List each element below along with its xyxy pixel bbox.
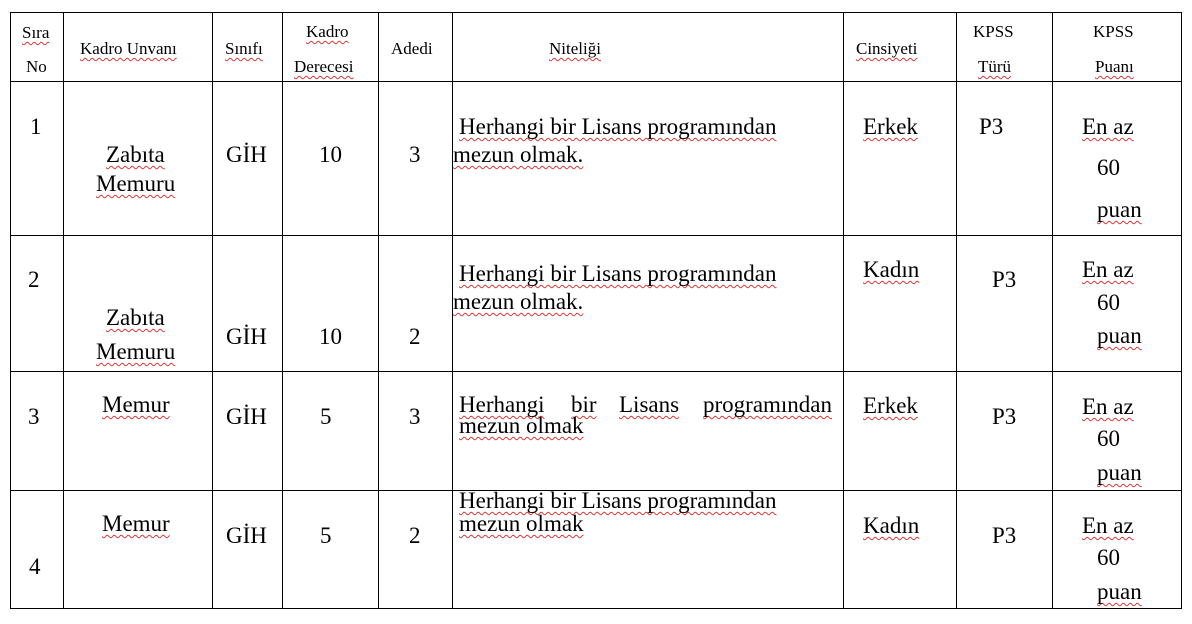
kpss-puani-line-2: 60: [1097, 426, 1120, 451]
table-border-top: [10, 12, 1182, 13]
adedi-value: 2: [409, 324, 421, 349]
kpss-puani-line-3: puan: [1097, 460, 1142, 485]
row-number: 3: [28, 404, 40, 429]
header-no: No: [26, 57, 47, 76]
niteligi-line-2: mezun olmak: [459, 511, 584, 536]
row-divider: [10, 235, 1182, 236]
kpss-turu-value: P3: [992, 404, 1017, 429]
column-divider: [63, 12, 64, 609]
kadro-unvani: Zabıta: [106, 305, 165, 330]
kadro-derecesi-value: 5: [320, 523, 332, 548]
kpss-puani-line-1: En az: [1082, 257, 1134, 282]
niteligi-word: Lisans: [619, 392, 680, 417]
header-puani: Puanı: [1095, 57, 1134, 76]
kpss-turu-value: P3: [979, 114, 1004, 139]
niteligi-line-2: mezun olmak.: [453, 289, 584, 314]
column-divider: [843, 12, 844, 609]
header-sira: Sıra: [22, 23, 50, 42]
kpss-puani-line-3: puan: [1097, 579, 1142, 604]
sinifi-value: GİH: [226, 324, 267, 349]
header-kadro: Kadro: [306, 22, 349, 41]
kpss-turu-value: P3: [992, 267, 1017, 292]
adedi-value: 2: [409, 523, 421, 548]
header-sinifi: Sınıfı: [225, 39, 263, 58]
kpss-puani-line-2: 60: [1097, 155, 1120, 180]
cinsiyeti-value: Kadın: [863, 513, 920, 538]
row-divider: [10, 371, 1182, 372]
header-kpss: KPSS: [1093, 22, 1134, 41]
header-niteligi: Niteliği: [549, 39, 601, 58]
cinsiyeti-value: Erkek: [863, 393, 918, 418]
kpss-puani-line-1: En az: [1082, 513, 1134, 538]
niteligi-word: programından: [703, 392, 833, 417]
column-divider: [378, 12, 379, 609]
table-border-right: [1181, 12, 1182, 609]
column-divider: [956, 12, 957, 609]
header-adedi: Adedi: [391, 39, 433, 58]
kpss-puani-line-1: En az: [1082, 394, 1134, 419]
niteligi-line-1: Herhangi bir Lisans programından: [459, 114, 777, 139]
kadro-derecesi-value: 10: [319, 142, 342, 167]
kpss-puani-line-1: En az: [1082, 114, 1134, 139]
header-kadro-unvani: Kadro Unvanı: [80, 39, 177, 58]
header-cinsiyeti: Cinsiyeti: [856, 39, 918, 58]
column-divider: [1052, 12, 1053, 609]
kadro-unvani: Memuru: [96, 339, 176, 364]
kpss-puani-line-3: puan: [1097, 323, 1142, 348]
header-row-divider: [10, 81, 1182, 82]
header-turu: Türü: [978, 57, 1012, 76]
kadro-unvani: Memur: [102, 392, 170, 417]
row-number: 2: [28, 267, 40, 292]
adedi-value: 3: [409, 404, 421, 429]
row-number: 4: [29, 554, 41, 579]
kadro-derecesi-value: 5: [320, 404, 332, 429]
niteligi-word: bir: [571, 392, 597, 417]
sinifi-value: GİH: [226, 404, 267, 429]
table-border-left: [10, 12, 11, 609]
column-divider: [212, 12, 213, 609]
kpss-puani-line-2: 60: [1097, 545, 1120, 570]
kpss-turu-value: P3: [992, 523, 1017, 548]
cinsiyeti-value: Kadın: [863, 257, 920, 282]
sinifi-value: GİH: [226, 142, 267, 167]
table-border-bottom: [10, 608, 1182, 609]
adedi-value: 3: [409, 142, 421, 167]
kadro-derecesi-value: 10: [319, 324, 342, 349]
kadro-unvani: Memur: [102, 511, 170, 536]
niteligi-line-1: Herhangi bir Lisans programından: [459, 488, 777, 513]
sinifi-value: GİH: [226, 523, 267, 548]
niteligi-line-1: Herhangi bir Lisans programından: [459, 261, 777, 286]
cinsiyeti-value: Erkek: [863, 114, 918, 139]
kadro-unvani: Memuru: [96, 171, 176, 196]
row-number: 1: [30, 114, 42, 139]
kpss-puani-line-2: 60: [1097, 290, 1120, 315]
kpss-puani-line-3: puan: [1097, 197, 1142, 222]
column-divider: [282, 12, 283, 609]
niteligi-word: Herhangi: [459, 392, 545, 417]
kadro-unvani: Zabıta: [106, 142, 165, 167]
header-derecesi: Derecesi: [294, 57, 354, 76]
niteligi-line-2: mezun olmak: [459, 413, 584, 438]
header-kpss: KPSS: [973, 22, 1014, 41]
niteligi-line-2: mezun olmak.: [453, 142, 584, 167]
